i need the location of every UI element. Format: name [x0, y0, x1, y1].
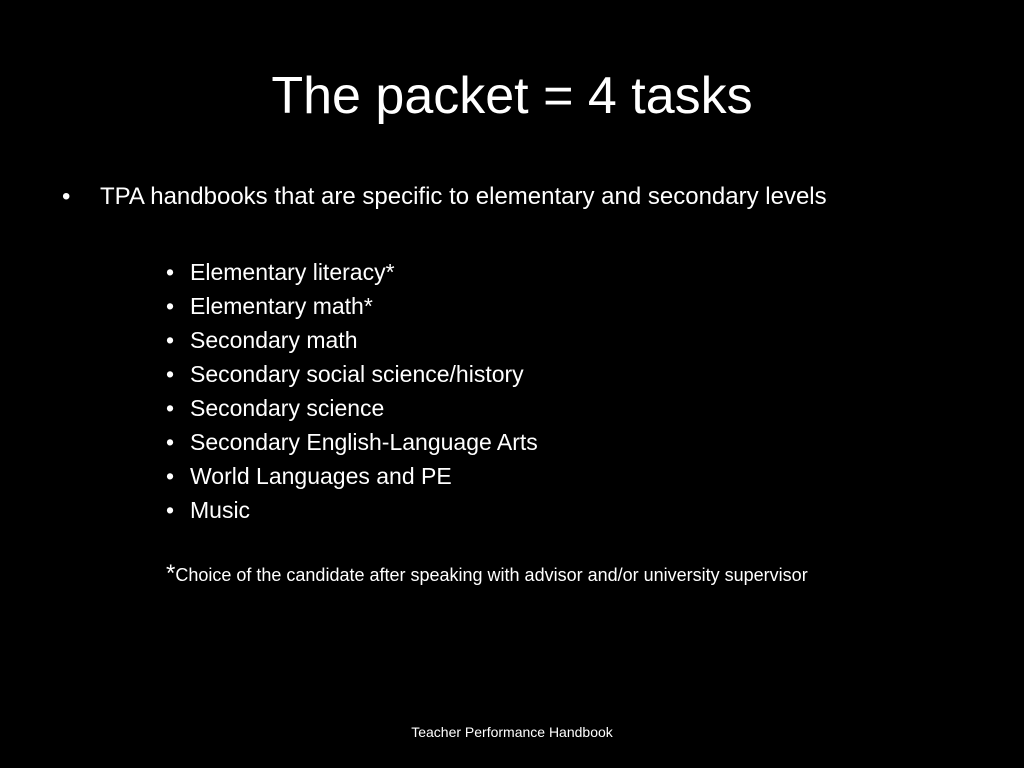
main-bullet — [62, 180, 827, 214]
footnote — [166, 560, 808, 588]
list-item-text: World Languages and PE — [190, 463, 452, 489]
list-item — [166, 289, 538, 323]
footnote-text: Choice of the candidate after speaking with advisor and/or university supervisor — [175, 565, 808, 585]
list-item-text: Elementary math* — [190, 293, 373, 319]
bullet-marker: • — [62, 183, 71, 210]
list-item-text: Music — [190, 497, 251, 523]
bullet-marker: • — [166, 429, 175, 455]
list-item-text: Secondary math — [190, 327, 358, 353]
list-item-text: Secondary science — [190, 395, 385, 421]
list-item — [166, 425, 538, 459]
bullet-marker: • — [166, 395, 175, 421]
bullet-marker: • — [166, 293, 175, 319]
list-item — [166, 493, 538, 527]
list-item-text: Secondary social science/history — [190, 361, 524, 387]
bullet-marker: • — [166, 497, 175, 523]
list-item — [166, 391, 538, 425]
list-item-text: Elementary literacy* — [190, 259, 395, 285]
list-item — [166, 357, 538, 391]
slide-title: The packet = 4 tasks — [271, 67, 753, 125]
slide-footer: Teacher Performance Handbook — [411, 724, 613, 740]
bullet-marker: • — [166, 463, 175, 489]
handbook-list — [166, 255, 538, 527]
list-item — [166, 323, 538, 357]
list-item — [166, 459, 538, 493]
bullet-marker: • — [166, 259, 175, 285]
footnote-star: * — [166, 560, 176, 587]
main-bullet-text: TPA handbooks that are specific to elementary and secondary levels — [100, 183, 827, 210]
bullet-marker: • — [166, 327, 175, 353]
list-item-text: Secondary English-Language Arts — [190, 429, 538, 455]
bullet-marker: • — [166, 361, 175, 387]
list-item — [166, 255, 538, 289]
